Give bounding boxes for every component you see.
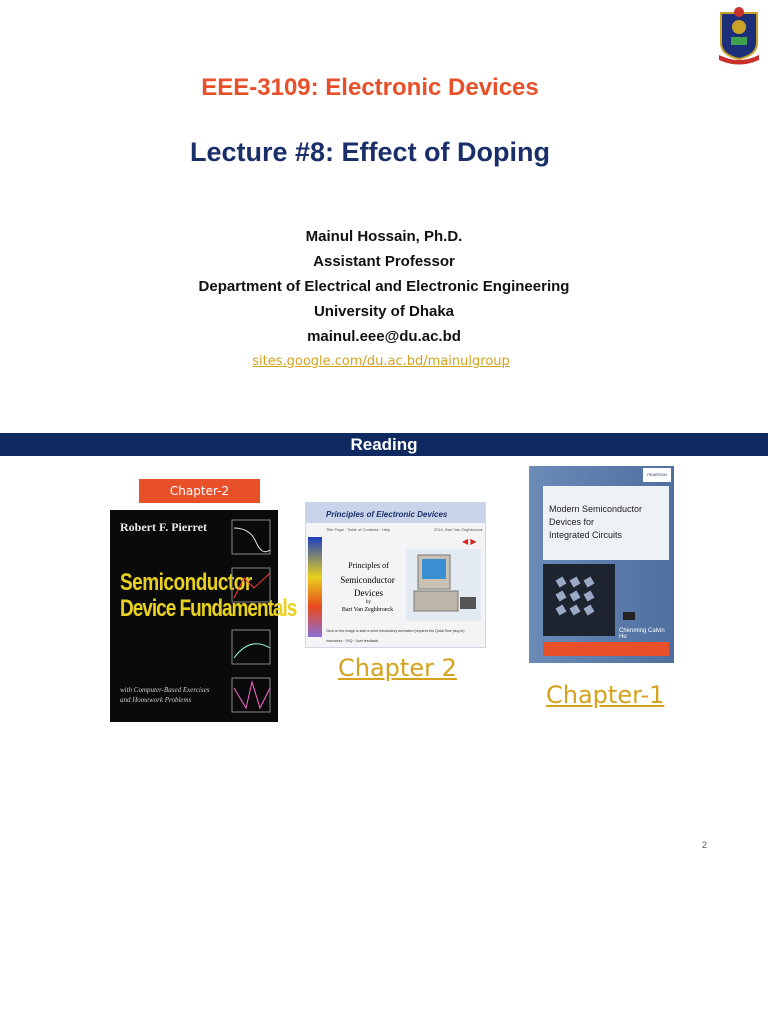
reading-section-header: Reading <box>0 433 768 456</box>
book-cover-zeghbroeck-website <box>305 502 486 648</box>
website-link[interactable]: sites.google.com/du.ac.bd/mainulgroup <box>252 354 510 369</box>
author-department: Department of Electrical and Electronic Engineering <box>198 278 570 295</box>
university-crest-logo <box>715 5 763 65</box>
chip-icon <box>623 612 635 620</box>
site-caption: Click on the image to start a short introductory animation (requires the QuickTime plug-in) <box>326 629 465 633</box>
site-header: Principles of Electronic Devices <box>326 510 448 519</box>
author-name: Mainul Hossain, Ph.D. <box>305 228 463 245</box>
computer-image <box>406 549 481 621</box>
lecture-title: Lecture #8: Effect of Doping <box>189 137 551 167</box>
book-title-line2: Device Fundamentals <box>120 596 297 623</box>
book-author: Robert F. Pierret <box>120 520 207 534</box>
nav-arrows-icon[interactable]: ◀ ▶ <box>462 537 477 546</box>
book-subtitle-line1: with Computer-Based Exercises <box>120 686 210 694</box>
book-by: by <box>366 600 371 605</box>
course-title: EEE-3109: Electronic Devices <box>201 74 539 101</box>
book-title-line1: Modern Semiconductor <box>549 504 643 514</box>
author-university: University of Dhaka <box>313 303 455 320</box>
chip-grid-image <box>543 564 615 636</box>
book-author: Bart Van Zeghbroeck <box>341 607 394 613</box>
site-footer: Instructors · FAQ · User feedback <box>326 639 379 643</box>
site-nav: Title Page · Table of Contents · Help <box>326 527 391 532</box>
book-title-line2: Devices for <box>549 517 595 527</box>
book-title-line2: Semiconductor <box>340 575 395 585</box>
chapter-2-link[interactable]: Chapter 2 <box>338 654 457 682</box>
book-cover-graphs <box>230 518 274 718</box>
book-title-line1: Principles of <box>348 561 389 570</box>
book-title-line3: Integrated Circuits <box>549 530 623 540</box>
author-email: mainul.eee@du.ac.bd <box>307 328 461 345</box>
book-cover-hu <box>529 466 674 663</box>
cover-red-band <box>543 642 669 656</box>
book-author: Chenming Calvin Hu <box>619 628 665 640</box>
side-color-bar <box>308 537 322 637</box>
page-number: 2 <box>702 840 708 850</box>
site-nav-right: 2010, Bart Van Zeghbroeck <box>434 527 483 532</box>
chapter-2-label-box: Chapter-2 <box>139 479 260 503</box>
chapter-1-link[interactable]: Chapter-1 <box>546 681 665 709</box>
book-cover-pierret <box>110 510 297 722</box>
book-subtitle-line2: and Homework Problems <box>120 696 192 704</box>
book-title-line3: Devices <box>354 588 383 598</box>
author-title: Assistant Professor <box>313 253 455 270</box>
publisher-logo: PEARSON <box>643 468 671 482</box>
book-title-line1: Semiconductor <box>120 570 252 597</box>
